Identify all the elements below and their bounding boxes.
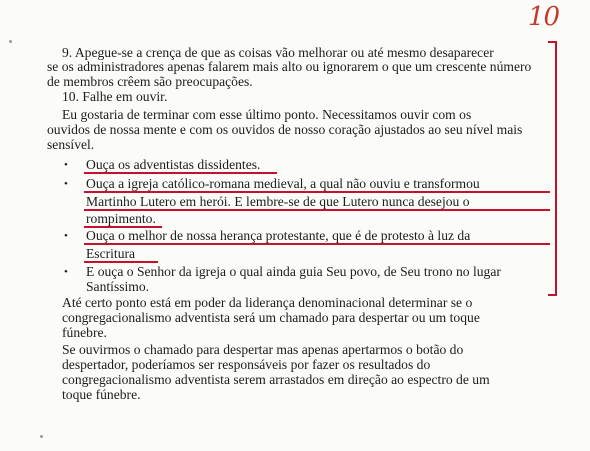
bullet3-line1: Ouça o melhor de nossa herança protestante, que é de protesto à luz da: [86, 228, 471, 243]
para1-line1: Eu gostaria de terminar com esse último ponto. Necessitamos ouvir com os: [62, 107, 472, 122]
para1-line2: ouvidos de nossa mente e com os ouvidos de nosso coração ajustados ao seu nível mais: [47, 122, 523, 137]
para1-line3: sensível.: [47, 137, 95, 152]
red-margin-bracket: [548, 41, 557, 296]
handwritten-page-number: 10: [528, 2, 560, 32]
para2-line2: congregacionalismo adventista será um chamado para despertar ou um toque: [62, 310, 480, 325]
bullet-marker: •: [64, 159, 68, 171]
bullet1-line1: Ouça os adventistas dissidentes.: [86, 157, 261, 172]
para3-line2: despertador, poderíamos ser responsáveis por fazer os resultados do: [62, 357, 431, 372]
scan-speck: [40, 435, 43, 438]
bullet3-line2: Escritura: [86, 246, 136, 261]
item10-line1: 10. Falhe em ouvir.: [62, 89, 168, 104]
para2-line1: Até certo ponto está em poder da liderança denominacional determinar se o: [62, 295, 473, 310]
item9-line1: 9. Apegue-se a crença de que as coisas vão melhorar ou até mesmo desaparecer: [62, 45, 494, 60]
para3-line3: congregacionalismo adventista serem arrastados em direção ao espectro de um: [62, 372, 490, 387]
red-underline: [84, 191, 550, 193]
red-underline: [84, 172, 277, 174]
bullet-marker: •: [64, 266, 68, 278]
para2-line3: fúnebre.: [62, 325, 107, 340]
para3-line1: Se ouvirmos o chamado para despertar mas apenas apertarmos o botão do: [62, 342, 464, 357]
bullet2-line3: rompimento.: [86, 211, 156, 226]
bullet4-line2: Santíssimo.: [86, 279, 150, 294]
para3-line4: toque fúnebre.: [62, 387, 141, 402]
red-underline: [84, 261, 158, 263]
bullet2-line2: Martinho Lutero em herói. E lembre-se de que Lutero nunca desejou o: [86, 194, 470, 209]
bullet-marker: •: [64, 230, 68, 242]
bullet2-line1: Ouça a igreja católico-romana medieval, a qual não ouviu e transformou: [86, 176, 480, 191]
red-underline: [84, 243, 550, 245]
scan-speck: [9, 40, 12, 43]
item9-line3: de membros crêem são preocupações.: [47, 74, 253, 89]
item9-line2: se os administradores apenas falarem mais alto ou ignorarem o que um crescente número: [47, 59, 532, 74]
bullet-marker: •: [64, 178, 68, 190]
bullet4-line1: E ouça o Senhor da igreja o qual ainda guia Seu povo, de Seu trono no lugar: [86, 264, 501, 279]
